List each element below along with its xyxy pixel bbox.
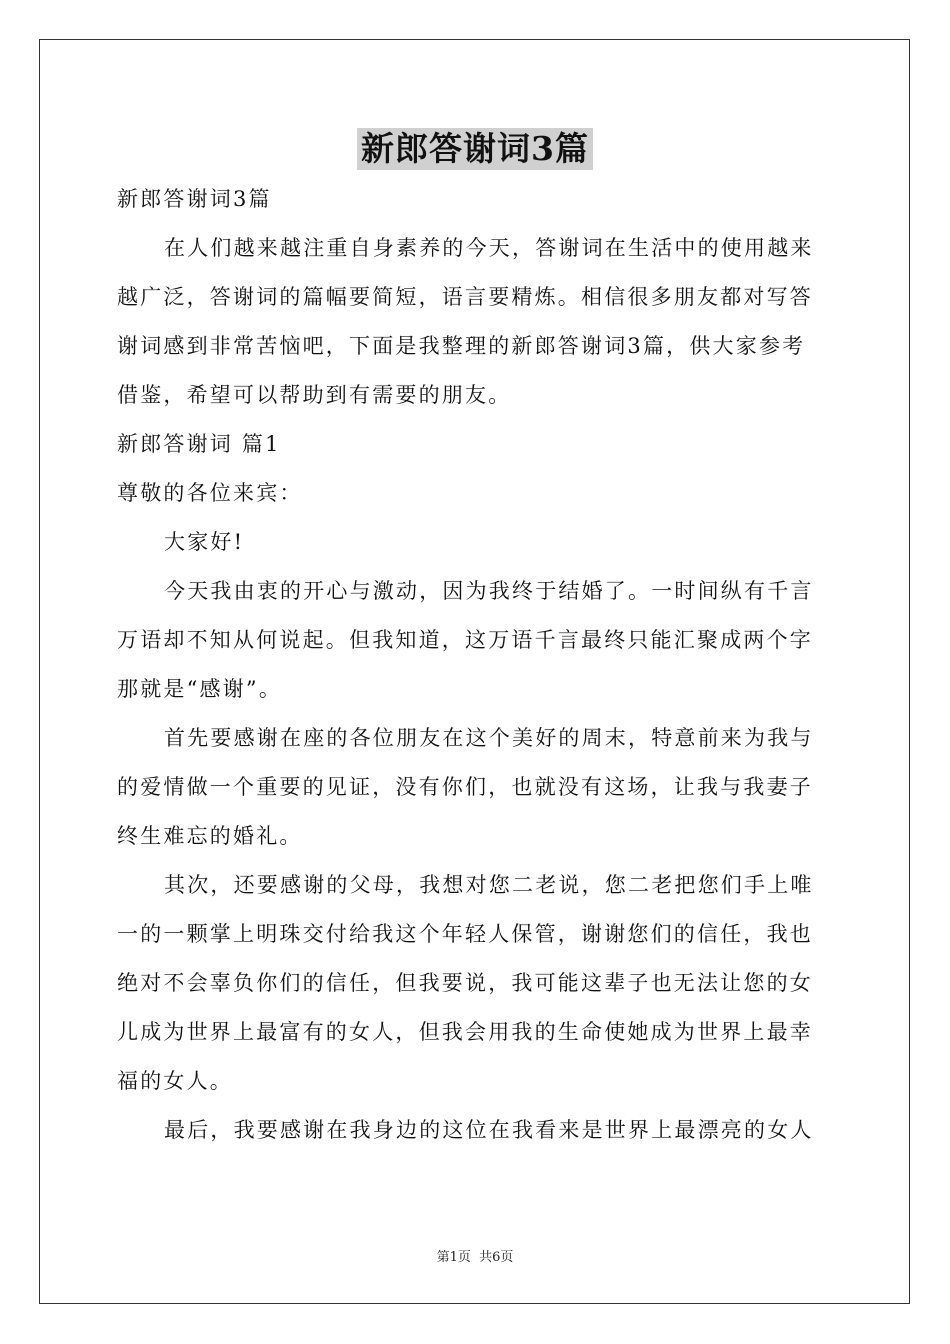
text-line: 谢词感到非常苦恼吧，下面是我整理的新郎答谢词3篇，供大家参考 xyxy=(117,334,806,358)
text-line: 的爱情做一个重要的见证，没有你们，也就没有这场，让我与我妻子 xyxy=(117,775,813,799)
text-line: 一的一颗掌上明珠交付给我这个年轻人保管，谢谢您们的信任，我也 xyxy=(117,922,813,946)
text-line: 其次，还要感谢的父母，我想对您二老说，您二老把您们手上唯 xyxy=(164,873,814,897)
document-body xyxy=(117,175,833,1155)
text-line: 那就是“感谢”。 xyxy=(117,677,283,701)
text-line: 在人们越来越注重自身素养的今天，答谢词在生活中的使用越来 xyxy=(164,236,814,260)
document-title: 新郎答谢词3篇 xyxy=(357,128,593,170)
page-footer xyxy=(0,1246,950,1265)
text-line: 借鉴，希望可以帮助到有需要的朋友。 xyxy=(117,383,512,407)
text-line: 越广泛，答谢词的篇幅要简短，语言要精炼。相信很多朋友都对写答 xyxy=(117,285,813,309)
text-line: 大家好! xyxy=(164,530,245,554)
text-line: 新郎答谢词 篇1 xyxy=(117,432,281,456)
text-line: 万语却不知从何说起。但我知道，这万语千言最终只能汇聚成两个字 xyxy=(117,628,813,652)
text-line: 最后，我要感谢在我身边的这位在我看来是世界上最漂亮的女人 xyxy=(164,1118,814,1142)
text-line: 福的女人。 xyxy=(117,1069,233,1093)
title-container xyxy=(0,128,950,170)
text-line: 今天我由衷的开心与激动，因为我终于结婚了。一时间纵有千言 xyxy=(164,579,814,603)
page-number: 第1页 xyxy=(436,1250,471,1265)
text-line: 终生难忘的婚礼。 xyxy=(117,824,303,848)
text-line: 首先要感谢在座的各位朋友在这个美好的周末，特意前来为我与 xyxy=(164,726,814,750)
text-line: 尊敬的各位来宾： xyxy=(117,481,303,505)
text-line: 儿成为世界上最富有的女人，但我会用我的生命使她成为世界上最幸 xyxy=(117,1020,813,1044)
text-line: 绝对不会辜负你们的信任，但我要说，我可能这辈子也无法让您的女 xyxy=(117,971,813,995)
text-line: 新郎答谢词3篇 xyxy=(117,187,272,211)
page-total: 共6页 xyxy=(479,1250,514,1265)
